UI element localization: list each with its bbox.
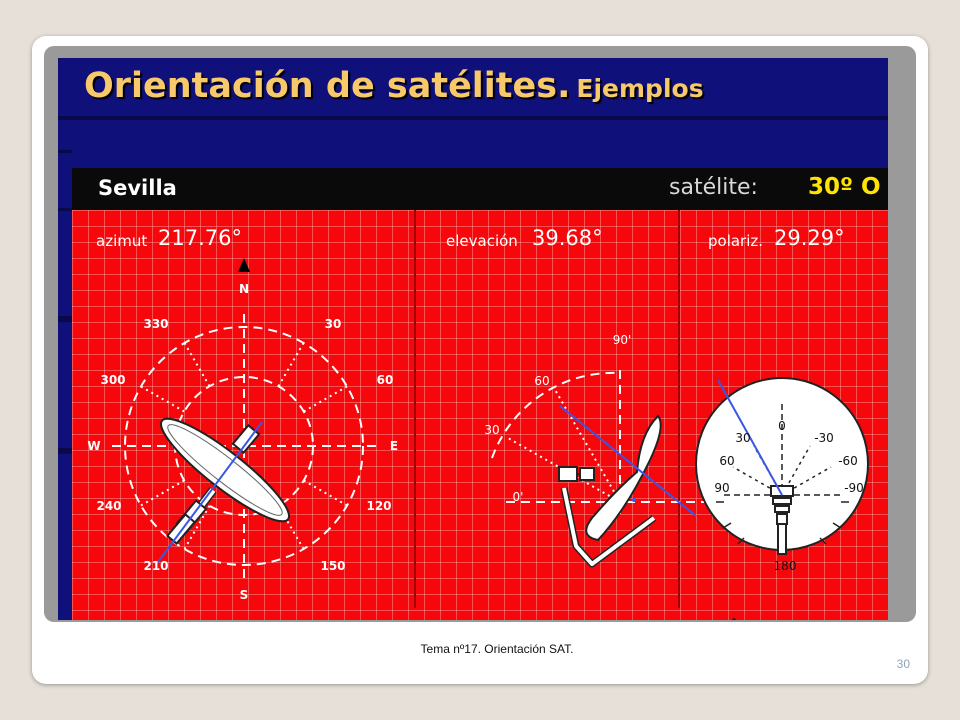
compass-north: N xyxy=(238,282,250,296)
decor-stripe xyxy=(58,208,72,211)
polarization-tick: -90 xyxy=(844,481,864,495)
elevation-tick: 30 xyxy=(484,423,500,437)
elevation-diagram xyxy=(414,210,678,608)
polarization-diagram xyxy=(678,210,888,608)
compass-west: W xyxy=(87,439,101,453)
slide-title-sub: Ejemplos xyxy=(576,74,704,103)
azimut-label: azimut xyxy=(96,232,148,250)
simulator-header xyxy=(72,168,888,210)
polarization-tick: 0 xyxy=(778,419,786,433)
polariz-value: 29.29° xyxy=(774,226,845,250)
city-name: Sevilla xyxy=(98,176,177,200)
slide-title-main: Orientación de satélites. xyxy=(84,66,571,106)
slide-image xyxy=(58,58,888,620)
slide-title xyxy=(84,66,704,106)
building-icon[interactable] xyxy=(450,618,484,620)
slide-caption: Tema nº17. Orientación SAT. xyxy=(420,642,574,656)
polarization-tick: 30 xyxy=(735,431,751,445)
north-arrow-icon xyxy=(238,258,250,272)
title-underline xyxy=(58,116,888,120)
compass-tick: 60 xyxy=(376,373,394,387)
compass-diagram xyxy=(72,210,414,608)
polarization-tick: 180 xyxy=(773,559,797,573)
compass-tick: 240 xyxy=(96,499,122,513)
dish-top-view-icon xyxy=(151,407,299,544)
elevation-tick: 90' xyxy=(612,333,632,347)
compass-tick: 120 xyxy=(366,499,392,513)
polarization-tick: 60 xyxy=(719,454,735,468)
compass-tick: 300 xyxy=(100,373,126,387)
polarization-tick: 90 xyxy=(714,481,730,495)
compass-tick: 330 xyxy=(143,317,169,331)
compass-tick: 150 xyxy=(320,559,346,573)
elevacion-label: elevación xyxy=(446,232,518,250)
polarization-tick: -30 xyxy=(814,431,834,445)
compass-tick: 30 xyxy=(324,317,342,331)
polariz-label: polariz. xyxy=(708,232,764,250)
compass-tick: 210 xyxy=(143,559,169,573)
decor-stripe xyxy=(58,150,72,153)
elevation-tick: 0' xyxy=(512,490,524,504)
satellite-value: 30º O xyxy=(808,174,881,200)
azimut-value: 217.76° xyxy=(158,226,242,250)
compass-south: S xyxy=(239,588,249,602)
decor-stripe xyxy=(58,316,72,322)
polarization-tick: -60 xyxy=(838,454,858,468)
compass-east: E xyxy=(389,439,399,453)
decor-stripe xyxy=(58,448,72,454)
page-number: 30 xyxy=(896,657,910,671)
dish-side-view-icon xyxy=(559,416,661,564)
elevacion-value: 39.68° xyxy=(532,226,603,250)
house-icon[interactable] xyxy=(718,616,750,620)
elevation-tick: 60 xyxy=(534,374,550,388)
satellite-label: satélite: xyxy=(669,175,758,200)
simulator-panel xyxy=(72,210,888,620)
